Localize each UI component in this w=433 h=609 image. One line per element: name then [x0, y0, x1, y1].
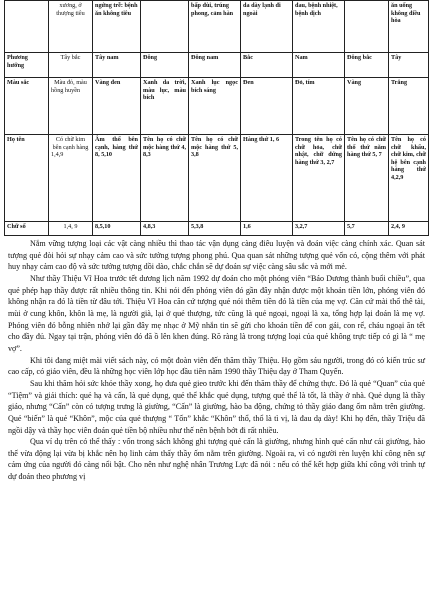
paragraph: Như thầy Thiệu Vĩ Hoa trước tết dương lịch năm 1992 dự đoán cho một phóng viên “Báo Dương thành buổi chiều”, qua quẻ phép hạp thầy được rất nhiều thông tin. Khi nói đến phóng viên đó gần đây nhận được một khoản tiền lớn, phóng viên đó không nhận ra đó là tiền từ đâu tới. Thiệu Vĩ Hoa căn cứ tượng quẻ nói thêm tiền đó là tiền của mẹ vợ. Căn cứ mài thổ thê tài, mùi ở cung khôn, khôn là mẹ, là người già, lại ở quẻ thượng, tức cũng là quẻ ngoại, ngoại là xa, tổng hợp lại đoán là mẹ vợ. Phóng viên đó bỗng nhiên nhớ lại gần đây mẹ nhạc ở Mỹ nhắn tin sẽ gửi cho khoản tiền để con gái, con rể, cháu ngoại ăn tết cho đầy đủ. Ngay tại trận, phóng viên đó đã ồ lên khen đúng. Rõ ràng là trong tượng loại của quẻ không trực tiếp có gì là “ mẹ vợ”. — [8, 273, 425, 353]
table-cell: Tây — [389, 53, 429, 78]
table-cell: Âm thổ bên cạnh, hàng thứ 8, 5,10 — [93, 135, 141, 222]
table-cell: Màu đỏ, màu hồng huyền — [49, 78, 93, 135]
row-label: Phương hướng — [5, 53, 49, 78]
table-cell: 4,8,3 — [141, 222, 189, 236]
paragraph: Khi tôi đang miệt mài viết sách này, có một đoàn viên đến thăm thầy Thiệu. Họ gồm sáu người, trong đó có kiến trúc sư cao cấp, có giáo viên, đều là những học viên lớp học đầu tiên năm 1990 thầy Thiệu dạy ở Tham Quyến. — [8, 355, 425, 377]
row-label: Màu sắc — [5, 78, 49, 135]
table-cell: 3,2,7 — [293, 222, 345, 236]
table-cell: Tây bắc — [49, 53, 93, 78]
table-cell: 5,7 — [345, 222, 389, 236]
paragraph: Sau khi thăm hỏi sức khỏe thầy xong, họ đưa quẻ gieo trước khi đến thăm thầy để chứng thực. Đó là quẻ “Quan” của quẻ “Tiệm” và giải thích: quẻ hạ và cấn, là quẻ dụng, quẻ thể khắc quẻ dụng, tượng quẻ thể là tốt, là thầy ở nhà. Quẻ dụng là thầy giáo, nhưng “Cấn” còn có tượng trưng là giường, “Cấn” là giường, hào ba động, chứng tỏ thầy giáo đang ốm nằm trên giường. Quẻ “biến” là quẻ “Khôn”, mộc của quẻ thượng “ Tốn” khắc “Khôn” thổ, thổ là tì vị, là đau dạ dày! Khi họ đến, thầy Triệu đã ngồi dậy và thầy học viên đoán quẻ tiền bộ nhiều như thế nên bệnh bớt đi rất nhiều. — [8, 378, 425, 435]
paragraph: Qua ví dụ trên có thể thấy : vốn trong sách không ghi tượng quẻ cấn là giường, nhưng hình quẻ cấn như cái giường, hào thế vừa động lại vừa bị khắc nên họ linh cảm thấy thầy ốm nằm trên giường. Ngoài ra, vì có người rèn luyện khí công nên sự cảm ứng của người đó càng nổi bật. Cho nên như nghệ nhân Trương Lực đã nói : nếu có thể kết hợp giữa khí công với trình tự dự đoán theo phương vị — [8, 437, 425, 482]
table-cell: Bắc — [241, 53, 293, 78]
table-cell: da dày lạnh đi ngoài — [241, 1, 293, 53]
hexagram-table — [4, 0, 429, 236]
table-cell: Xanh lục ngọc bích sáng — [189, 78, 241, 135]
table-cell: ngứng trễ: bệnh ăn không tiêu — [93, 1, 141, 53]
table-cell: Tên họ có chữ thổ thứ năm hàng thứ 5, 7 — [345, 135, 389, 222]
paragraph: Nắm vững tượng loại các vật càng nhiều thì thao tác vận dụng càng điêu luyện và đoán việc càng chính xác. Quan sát tượng quẻ đòi hỏi sự nhạy cảm cao và sức tưởng tượng phong phú. Qua quan sát những tượng quẻ vốn có, cộng thêm với phát huy nhạy cảm cao độ và sức tưởng tượng dồi dào, chắc chắn sẽ dự đoán sự việc càng sâu sắc và mới mẻ. — [8, 239, 425, 272]
table-cell: Vàng đen — [93, 78, 141, 135]
table-cell: Đen — [241, 78, 293, 135]
table-cell: 5,3,8 — [189, 222, 241, 236]
row-label: Chữ số — [5, 222, 49, 236]
table-cell: Trong tên họ có chữ hỏa, chữ nhật, chữ đứng hàng thứ 3, 2,7 — [293, 135, 345, 222]
table-row-number — [5, 222, 429, 236]
table-cell — [345, 1, 389, 53]
table-row-color — [5, 78, 429, 135]
table-cell: Vàng — [345, 78, 389, 135]
table-cell: ăn uống không điều hòa — [389, 1, 429, 53]
table-cell: 8,5,10 — [93, 222, 141, 236]
table-cell: xương, ở thượng tiêu — [49, 1, 93, 53]
table-cell: Xanh da trời, màu lục, màu bích — [141, 78, 189, 135]
table-row-name — [5, 135, 429, 222]
table-cell: 1,4, 9 — [49, 222, 93, 236]
table-cell: Tên họ có chữ mộc hàng thứ 4, 8,3 — [141, 135, 189, 222]
table-cell: 1,6 — [241, 222, 293, 236]
table-cell: Nam — [293, 53, 345, 78]
table-cell: bấp đùi, trúng phong, cảm hàn — [189, 1, 241, 53]
table-cell: Tây nam — [93, 53, 141, 78]
table-row-direction — [5, 53, 429, 78]
table-cell: đau, bệnh nhiệt, bệnh dịch — [293, 1, 345, 53]
table-cell: Có chữ kim bên cạnh hàng 1,4,9 — [49, 135, 93, 222]
table-cell: Đông bắc — [345, 53, 389, 78]
table-row-top — [5, 1, 429, 53]
table-cell: Hàng thứ 1, 6 — [241, 135, 293, 222]
table-cell — [141, 1, 189, 53]
table-cell: 2,4, 9 — [389, 222, 429, 236]
table-cell: Đông nam — [189, 53, 241, 78]
row-label: Họ tên — [5, 135, 49, 222]
table-cell: Tên họ có chữ khẩu, chữ kim, chữ hệ bên cạnh hàng thứ 4,2,9 — [389, 135, 429, 222]
body-text — [8, 238, 425, 483]
table-cell — [5, 1, 49, 53]
table-cell: Đông — [141, 53, 189, 78]
table-cell: Đỏ, tím — [293, 78, 345, 135]
table-cell: Trắng — [389, 78, 429, 135]
table-cell: Tên họ có chữ mộc hàng thứ 5, 3,8 — [189, 135, 241, 222]
